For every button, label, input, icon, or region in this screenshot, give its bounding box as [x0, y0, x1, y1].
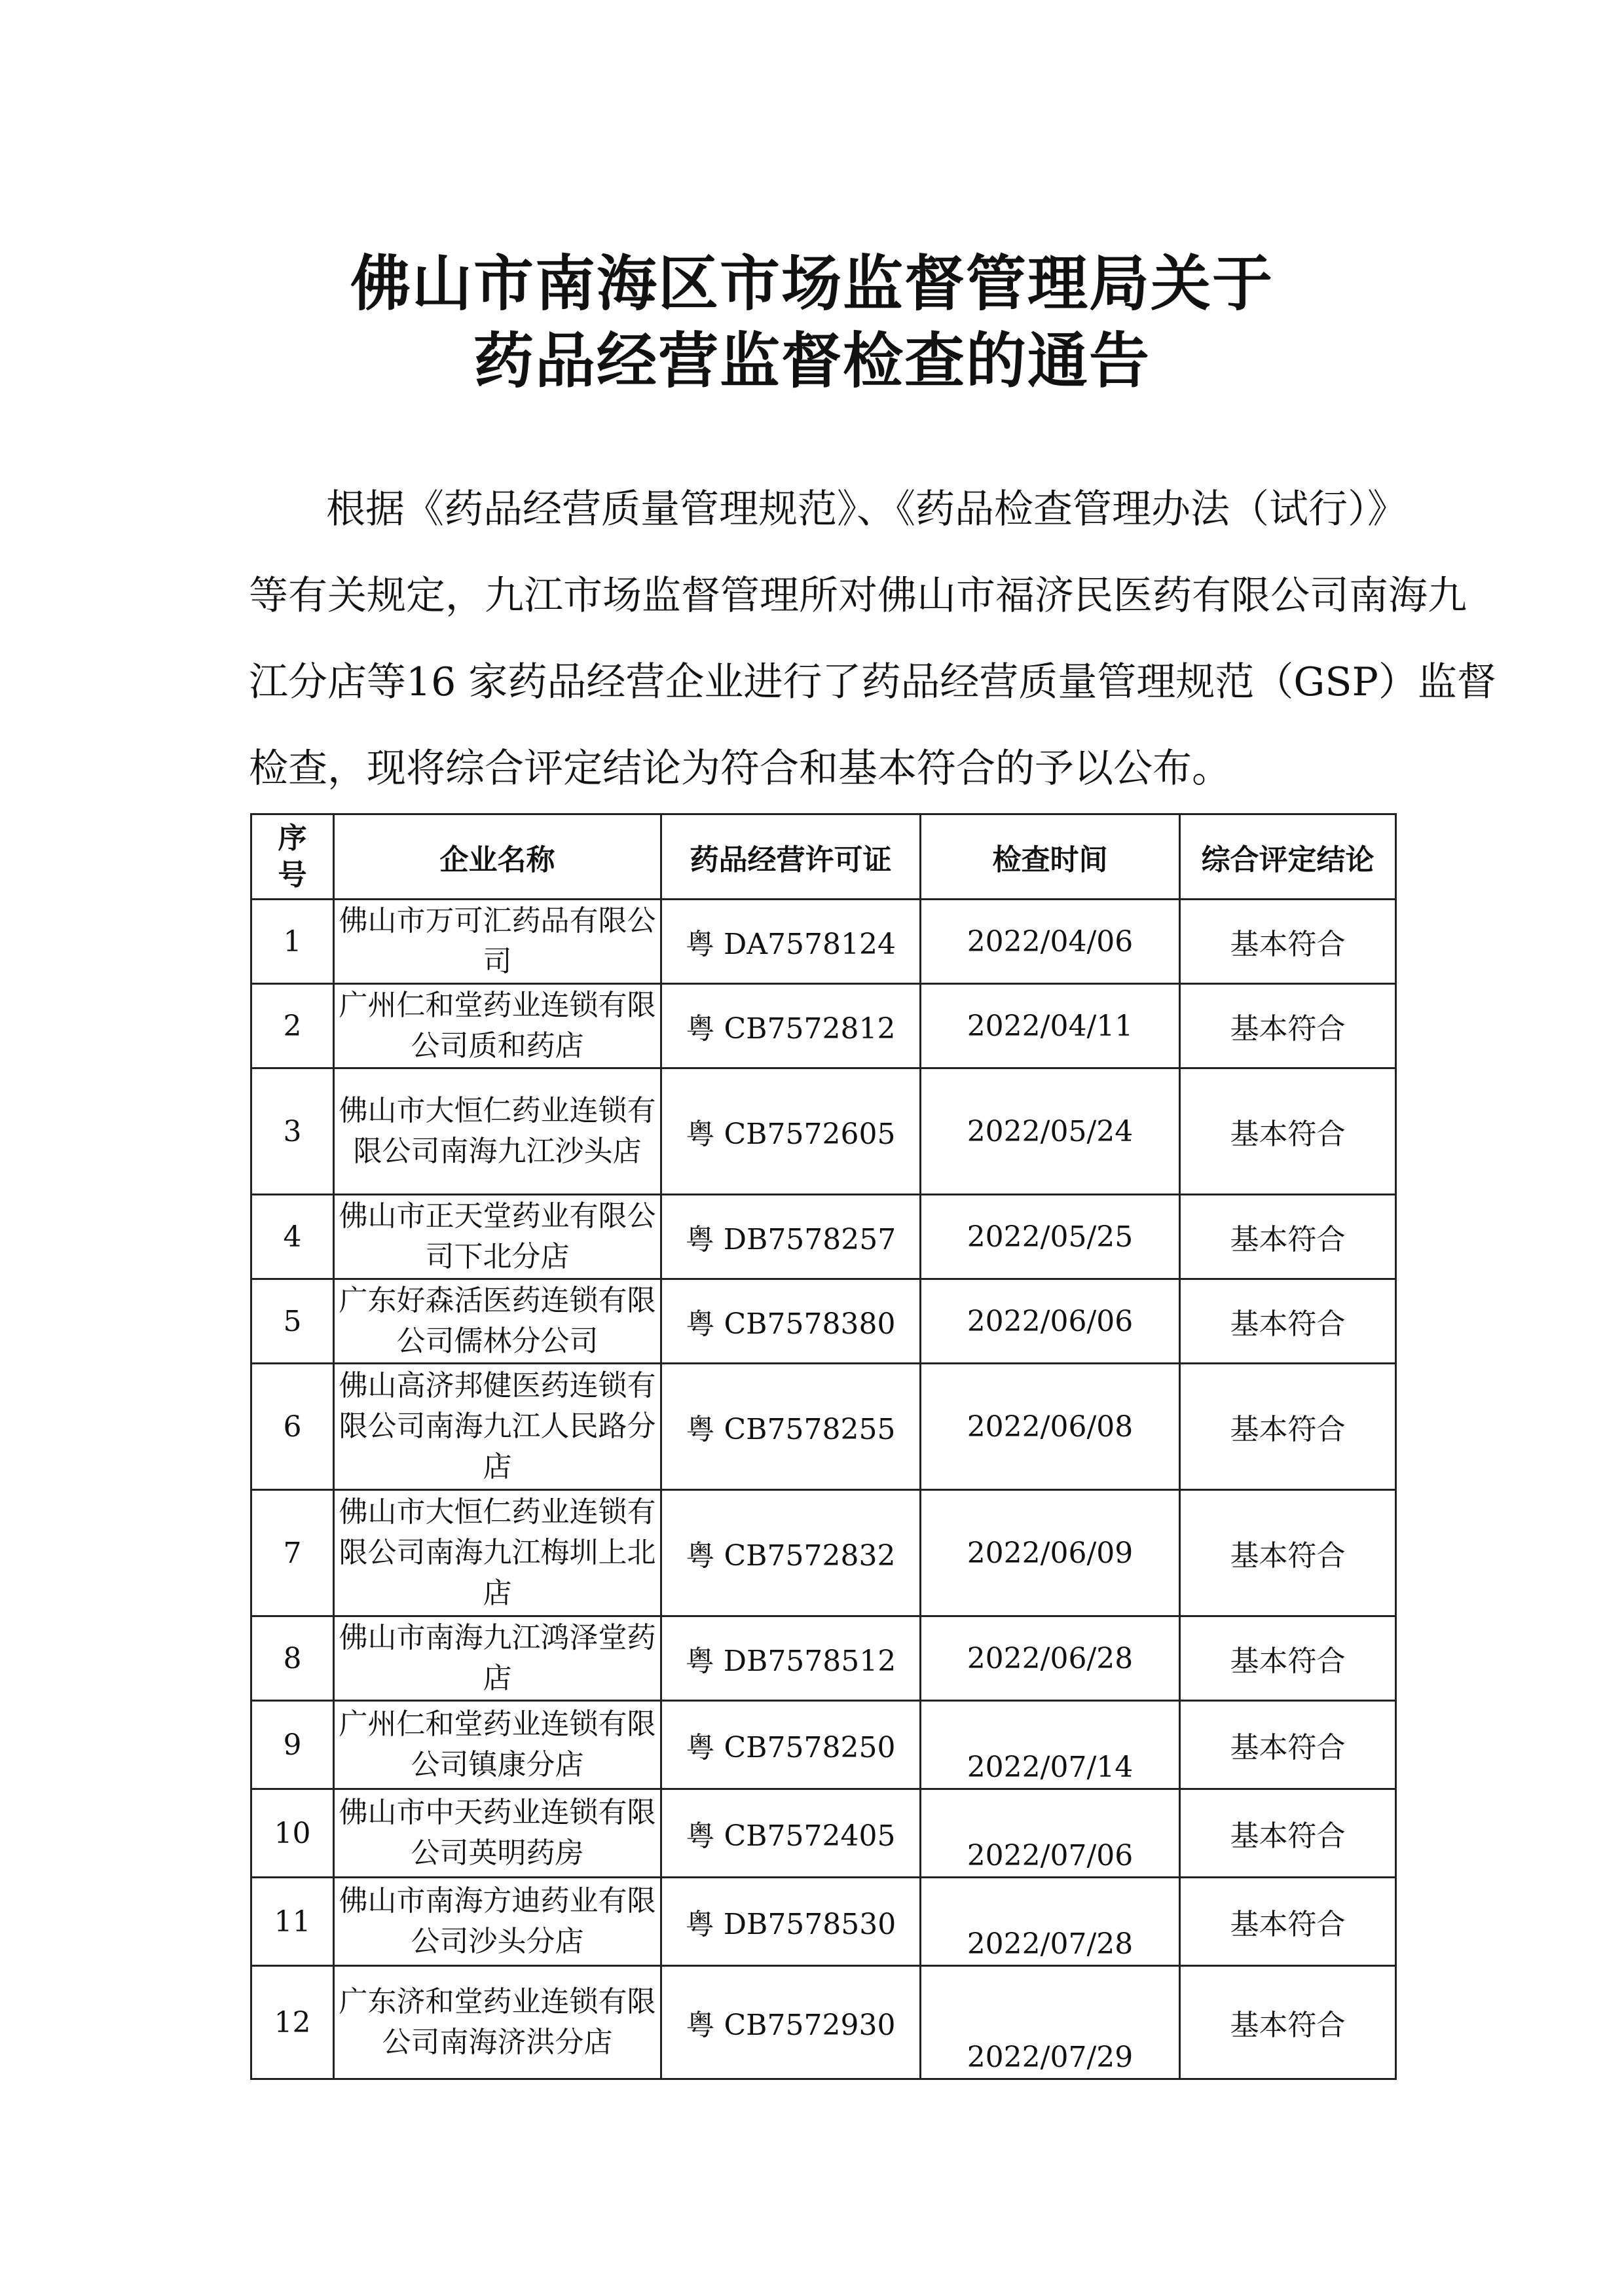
company-name: 广州仁和堂药业连锁有限公司镇康分店 [334, 1701, 661, 1789]
row-number: 4 [251, 1195, 334, 1279]
inspection-date: 2022/07/28 [921, 1878, 1180, 1966]
table-header-row [251, 814, 1396, 900]
paragraph-line: 江分店等16 家药品经营企业进行了药品经营质量管理规范（GSP）监督 [249, 659, 1496, 705]
license-number: 粤 CB7572812 [661, 984, 921, 1068]
result: 基本符合 [1180, 1364, 1396, 1490]
table-row [251, 900, 1396, 984]
result: 基本符合 [1180, 1616, 1396, 1701]
license-number: 粤 CB7578380 [661, 1279, 921, 1364]
table-row [251, 1490, 1396, 1616]
inspection-date: 2022/07/14 [921, 1701, 1180, 1789]
inspection-date: 2022/05/25 [921, 1195, 1180, 1279]
paragraph-line: 根据《药品经营质量管理规范》、《药品检查管理办法（试行）》 [326, 486, 1407, 532]
company-name: 广东好森活医药连锁有限公司儒林分公司 [334, 1279, 661, 1364]
table-row [251, 1966, 1396, 2079]
table-row [251, 1878, 1396, 1966]
company-name: 佛山市大恒仁药业连锁有限公司南海九江沙头店 [334, 1068, 661, 1195]
header-result: 综合评定结论 [1180, 814, 1396, 900]
inspection-date: 2022/04/11 [921, 984, 1180, 1068]
license-number: 粤 DA7578124 [661, 900, 921, 984]
header-company-name: 企业名称 [334, 814, 661, 900]
result: 基本符合 [1180, 1789, 1396, 1878]
inspection-date: 2022/05/24 [921, 1068, 1180, 1195]
company-name: 佛山市正天堂药业有限公司下北分店 [334, 1195, 661, 1279]
table-row [251, 1195, 1396, 1279]
license-number: 粤 DB7578257 [661, 1195, 921, 1279]
company-name: 广东济和堂药业连锁有限公司南海济洪分店 [334, 1966, 661, 2079]
table-row [251, 984, 1396, 1068]
document-title-line-2: 药品经营监督检查的通告 [473, 326, 1151, 396]
table-row [251, 1789, 1396, 1878]
company-name: 佛山高济邦健医药连锁有限公司南海九江人民路分店 [334, 1364, 661, 1490]
paragraph-line: 等有关规定，九江市场监督管理所对佛山市福济民医药有限公司南海九 [249, 573, 1467, 619]
inspection-date: 2022/06/08 [921, 1364, 1180, 1490]
inspection-date: 2022/07/29 [921, 1966, 1180, 2079]
table-row [251, 1364, 1396, 1490]
table-row [251, 1616, 1396, 1701]
inspection-date: 2022/06/09 [921, 1490, 1180, 1616]
row-number: 8 [251, 1616, 334, 1701]
license-number: 粤 CB7572605 [661, 1068, 921, 1195]
table-row [251, 1279, 1396, 1364]
license-number: 粤 CB7578255 [661, 1364, 921, 1490]
header-seq-label: 序号 [278, 821, 307, 892]
license-number: 粤 CB7572405 [661, 1789, 921, 1878]
row-number: 7 [251, 1490, 334, 1616]
row-number: 1 [251, 900, 334, 984]
result: 基本符合 [1180, 900, 1396, 984]
row-number: 11 [251, 1878, 334, 1966]
result: 基本符合 [1180, 1279, 1396, 1364]
company-name: 佛山市大恒仁药业连锁有限公司南海九江梅圳上北店 [334, 1490, 661, 1616]
table-row [251, 1701, 1396, 1789]
header-seq [251, 814, 334, 900]
result: 基本符合 [1180, 1878, 1396, 1966]
license-number: 粤 DB7578512 [661, 1616, 921, 1701]
paragraph-line: 检查，现将综合评定结论为符合和基本符合的予以公布。 [249, 746, 1231, 792]
result: 基本符合 [1180, 984, 1396, 1068]
result: 基本符合 [1180, 1966, 1396, 2079]
document-title-line-1: 佛山市南海区市场监督管理局关于 [350, 249, 1274, 319]
company-name: 佛山市万可汇药品有限公司 [334, 900, 661, 984]
row-number: 3 [251, 1068, 334, 1195]
inspection-date: 2022/07/06 [921, 1789, 1180, 1878]
row-number: 12 [251, 1966, 334, 2079]
inspection-date: 2022/06/28 [921, 1616, 1180, 1701]
row-number: 10 [251, 1789, 334, 1878]
license-number: 粤 CB7572832 [661, 1490, 921, 1616]
company-name: 广州仁和堂药业连锁有限公司质和药店 [334, 984, 661, 1068]
result: 基本符合 [1180, 1490, 1396, 1616]
row-number: 2 [251, 984, 334, 1068]
company-name: 佛山市南海方迪药业有限公司沙头分店 [334, 1878, 661, 1966]
result: 基本符合 [1180, 1195, 1396, 1279]
row-number: 9 [251, 1701, 334, 1789]
header-license: 药品经营许可证 [661, 814, 921, 900]
header-inspection-date: 检查时间 [921, 814, 1180, 900]
notice-paragraph [249, 466, 1496, 812]
table-row [251, 1068, 1396, 1195]
company-name: 佛山市南海九江鸿泽堂药店 [334, 1616, 661, 1701]
license-number: 粤 DB7578530 [661, 1878, 921, 1966]
company-name: 佛山市中天药业连锁有限公司英明药房 [334, 1789, 661, 1878]
row-number: 6 [251, 1364, 334, 1490]
license-number: 粤 CB7572930 [661, 1966, 921, 2079]
result: 基本符合 [1180, 1068, 1396, 1195]
inspection-results-table [250, 813, 1397, 2080]
row-number: 5 [251, 1279, 334, 1364]
license-number: 粤 CB7578250 [661, 1701, 921, 1789]
inspection-date: 2022/06/06 [921, 1279, 1180, 1364]
result: 基本符合 [1180, 1701, 1396, 1789]
inspection-date: 2022/04/06 [921, 900, 1180, 984]
